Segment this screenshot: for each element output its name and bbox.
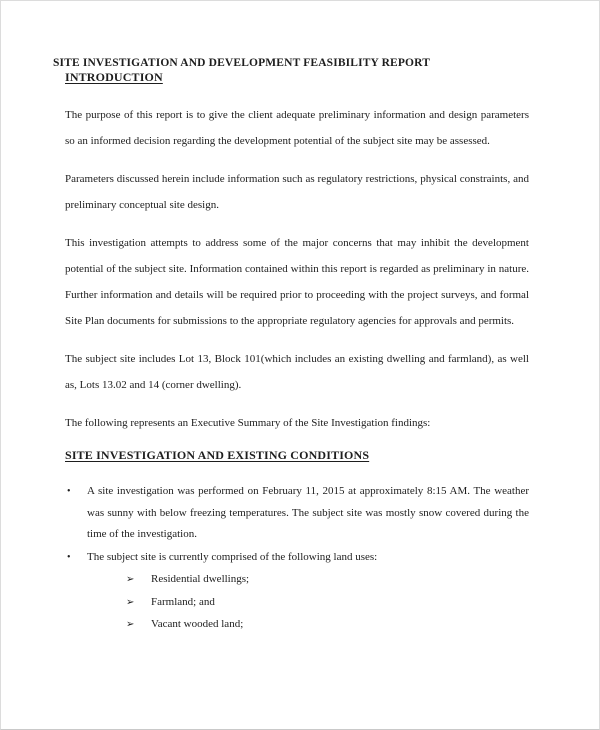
sub-bullet-item-residential xyxy=(126,569,529,591)
document-body xyxy=(1,70,599,636)
report-title: SITE INVESTIGATION AND DEVELOPMENT FEASIBILITY REPORT xyxy=(53,57,431,69)
sub-bullet-item-vacant-wooded xyxy=(126,614,529,636)
bullet-text: The subject site is currently comprised of the following land uses: xyxy=(87,550,378,563)
bullet-item-land-uses xyxy=(65,547,529,569)
arrow-bullet-icon: ➢ xyxy=(126,596,135,608)
paragraph-investigation-scope: This investigation attempts to address some of the major concerns that may inhibit the development potential of the subject site. Information contained within this report is regarded as preliminary in nature. Further information and details will be required prior to proceeding with the project surveys, and formal Site Plan documents for submissions to the appropriate regulatory agencies for approvals and permits. xyxy=(65,237,529,327)
sub-bullet-text: Farmland; and xyxy=(151,595,215,608)
paragraph-subject-site-lots: The subject site includes Lot 13, Block 101(which includes an existing dwelling and farmland), as well as, Lots 13.02 and 14 (corner dwelling). xyxy=(65,353,529,391)
paragraph-parameters: Parameters discussed herein include information such as regulatory restrictions, physical constraints, and preliminary conceptual site design. xyxy=(65,173,529,211)
paragraph-executive-summary-intro: The following represents an Executive Summary of the Site Investigation findings: xyxy=(65,417,431,429)
sub-bullet-item-farmland xyxy=(126,592,529,614)
section-heading-existing-conditions: SITE INVESTIGATION AND EXISTING CONDITIONS xyxy=(65,448,370,462)
paragraph-purpose: The purpose of this report is to give the client adequate preliminary information and design parameters so an informed decision regarding the development potential of the subject site may be assessed. xyxy=(65,109,529,147)
bullet-text: A site investigation was performed on February 11, 2015 at approximately 8:15 AM. The weather was sunny with below freezing temperatures. The subject site was mostly snow covered during the time of the investigation. xyxy=(87,485,529,540)
bullet-icon: • xyxy=(67,486,71,497)
section-heading-introduction: INTRODUCTION xyxy=(65,70,163,84)
arrow-bullet-icon: ➢ xyxy=(126,619,135,630)
sub-bullet-text: Vacant wooded land; xyxy=(151,618,244,630)
arrow-bullet-icon: ➢ xyxy=(126,574,135,585)
sub-bullet-text: Residential dwellings; xyxy=(151,573,250,585)
bullet-item-site-investigation xyxy=(65,481,529,546)
bullet-icon: • xyxy=(67,551,71,563)
